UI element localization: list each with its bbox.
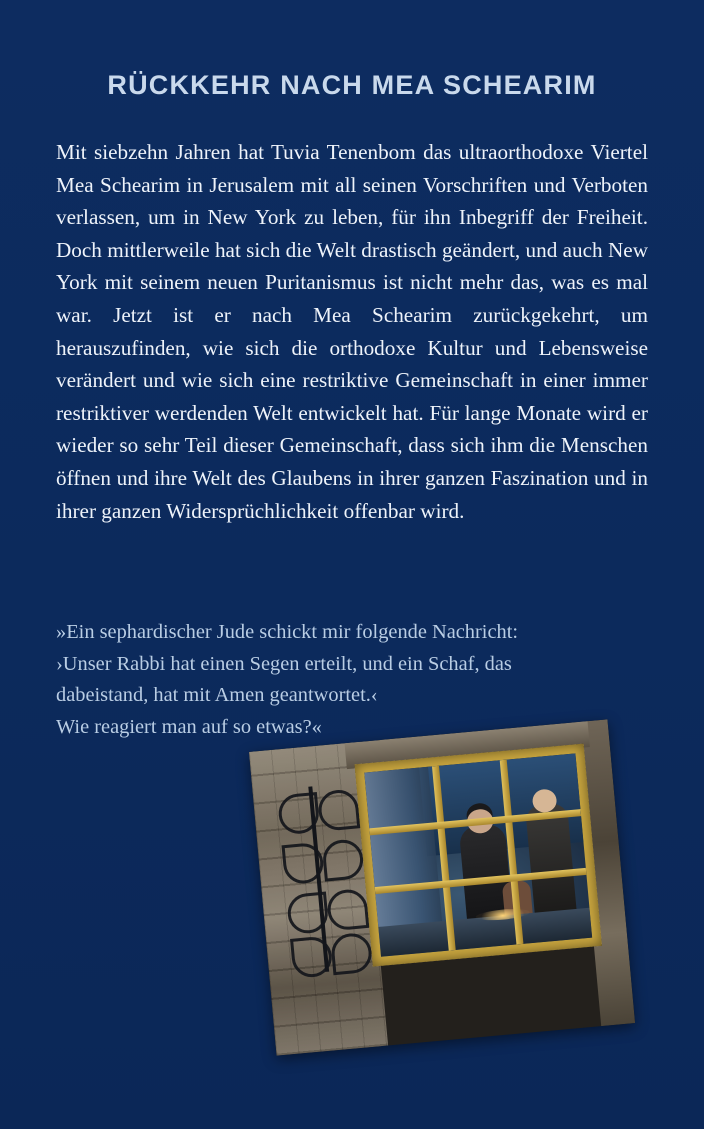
page-title: RÜCKKEHR NACH MEA SCHEARIM [107, 70, 597, 100]
blurb-text: Mit siebzehn Jahren hat Tuvia Tenenbom das ultraorthodoxe Viertel Mea Schearim in Jerusalem mit all seinen Vorschriften und Verboten verlassen, um in New York zu leben, für ihn Inbegriff der Freiheit. Doch mittlerweile hat sich die Welt drastisch geändert, und auch New York mit seinem neuen Puritanismus ist nicht mehr das, was es mal war. Jetzt ist er nach Mea Schearim zurückgekehrt, um herauszufinden, wie sich die orthodoxe Kultur und Lebensweise verändert und wie sich eine restriktive Gemeinschaft in einer immer restriktiver werdenden Welt entwickelt hat. Für lange Monate wird er wieder so sehr Teil dieser Gemeinschaft, dass sich ihm die Menschen öffnen und ihre Welt des Glaubens in ihrer ganzen Faszination und in ihrer ganzen Widersprüchlichkeit offenbar wird. [56, 140, 648, 523]
window-frame [354, 744, 601, 967]
quote-line: Wie reagiert man auf so etwas?« [56, 715, 322, 738]
quote-line: ›Unser Rabbi hat einen Segen erteilt, und ein Schaf, das [56, 652, 512, 675]
quote-line: dabeistand, hat mit Amen geantwortet.‹ [56, 684, 378, 706]
window-photograph [249, 719, 635, 1055]
wrought-iron-grille-icon [270, 783, 371, 976]
photo-frame [249, 719, 635, 1055]
quote-line: »Ein sephardischer Jude schickt mir folgende Nachricht: [56, 621, 519, 643]
window-glass [364, 753, 592, 956]
